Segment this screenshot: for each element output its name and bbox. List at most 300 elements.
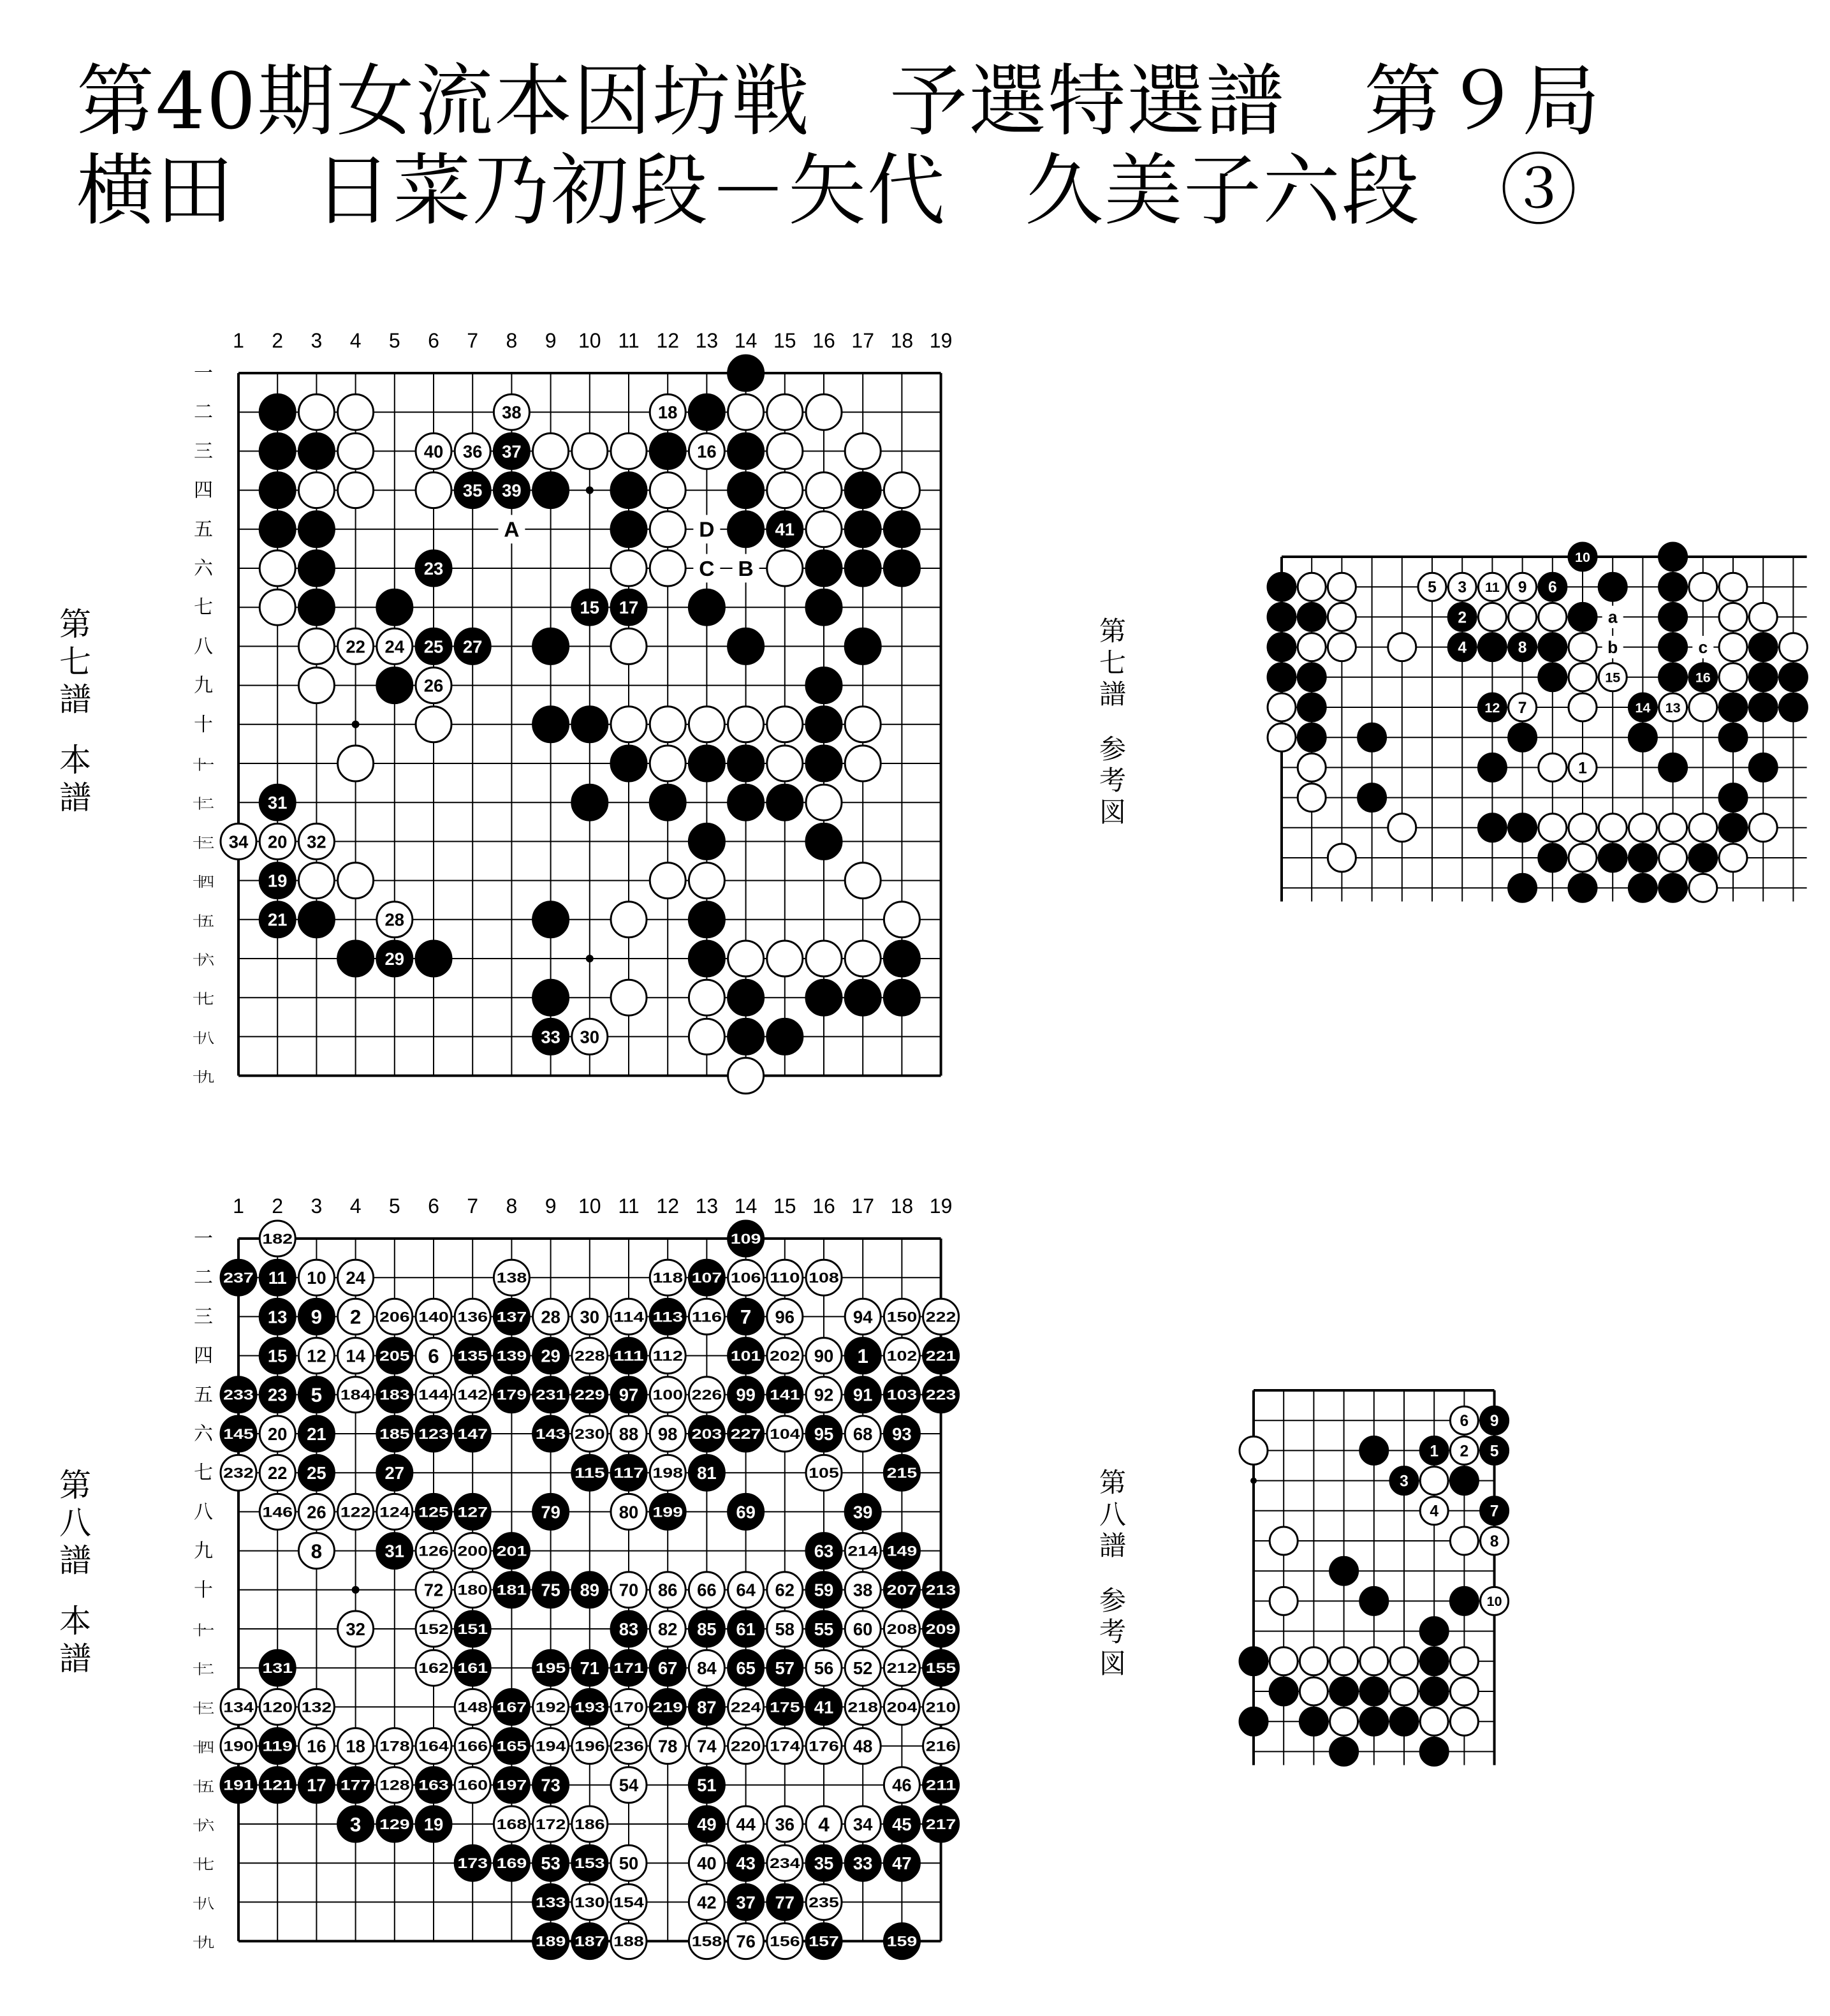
move-number: 16 xyxy=(307,1736,326,1756)
fig8-ref-label: 第 八 譜 参 考 図 xyxy=(1099,1467,1126,1679)
move-number: 167 xyxy=(496,1699,527,1716)
star-point xyxy=(586,487,594,494)
move-number: 168 xyxy=(496,1816,527,1832)
move-number: 236 xyxy=(613,1738,644,1755)
move-number: 24 xyxy=(384,636,405,657)
white-stone xyxy=(1328,844,1356,872)
move-number: 32 xyxy=(346,1619,365,1639)
white-stone xyxy=(298,394,334,430)
white-stone xyxy=(767,550,803,586)
move-number: 8 xyxy=(1490,1533,1499,1550)
move-number: 178 xyxy=(379,1738,410,1755)
white-stone xyxy=(650,707,685,742)
row-label: 十五 xyxy=(193,913,214,930)
move-number: 26 xyxy=(423,675,444,696)
col-number: 19 xyxy=(929,1195,953,1218)
move-number: 124 xyxy=(379,1504,411,1520)
move-number: 35 xyxy=(462,480,483,501)
move-number: 121 xyxy=(262,1777,293,1793)
black-stone xyxy=(1360,1707,1388,1735)
col-number: 5 xyxy=(388,329,400,352)
move-number: 48 xyxy=(853,1736,873,1756)
black-stone xyxy=(260,433,295,469)
move-number: 230 xyxy=(575,1425,605,1442)
move-number: 1 xyxy=(1430,1443,1439,1460)
move-number: 11 xyxy=(268,1268,287,1288)
move-number: 223 xyxy=(925,1387,956,1403)
black-stone xyxy=(845,628,881,664)
move-number: 12 xyxy=(307,1346,326,1366)
move-number: 234 xyxy=(770,1855,801,1872)
black-stone xyxy=(1749,693,1777,721)
black-stone xyxy=(1330,1737,1358,1765)
row-label: 四 xyxy=(194,479,213,502)
white-stone xyxy=(611,980,647,1015)
move-number: 5 xyxy=(1428,579,1437,597)
white-stone xyxy=(338,863,374,899)
white-stone xyxy=(1539,603,1567,631)
white-stone xyxy=(298,628,334,664)
move-number: 160 xyxy=(457,1777,488,1793)
black-stone xyxy=(1629,844,1657,872)
move-number: 22 xyxy=(346,636,365,657)
white-stone xyxy=(1450,1647,1478,1675)
move-number: 179 xyxy=(496,1387,527,1403)
col-number: 3 xyxy=(311,1195,323,1218)
white-stone xyxy=(1509,603,1537,631)
move-number: 31 xyxy=(267,793,288,813)
move-number: 158 xyxy=(691,1933,722,1950)
fig7-main-board xyxy=(193,329,952,1094)
white-stone xyxy=(260,550,295,586)
move-number: 13 xyxy=(267,1307,288,1327)
move-number: 233 xyxy=(223,1387,254,1403)
move-number: 154 xyxy=(613,1894,645,1911)
white-stone xyxy=(1450,1677,1478,1705)
move-number: 172 xyxy=(535,1816,566,1832)
white-stone xyxy=(728,394,764,430)
row-label: 十三 xyxy=(193,835,214,852)
move-number: 119 xyxy=(262,1738,293,1755)
row-label: 二 xyxy=(194,401,213,424)
col-number: 14 xyxy=(734,329,758,352)
move-number: 187 xyxy=(575,1933,605,1950)
white-stone xyxy=(1599,814,1627,842)
black-stone xyxy=(1268,633,1296,661)
row-label: 十九 xyxy=(193,1070,214,1086)
move-number: 91 xyxy=(853,1385,873,1405)
black-stone xyxy=(260,473,295,508)
white-stone xyxy=(1268,693,1296,721)
move-number: 7 xyxy=(1490,1503,1499,1520)
row-label: 十三 xyxy=(193,1701,214,1718)
white-stone xyxy=(1689,814,1717,842)
row-label: 十七 xyxy=(193,992,214,1008)
row-label: 八 xyxy=(194,1501,213,1524)
fig7-main-label: 第 七 譜 本 譜 xyxy=(59,606,91,816)
move-number: 5 xyxy=(311,1384,323,1407)
move-number: 52 xyxy=(853,1658,873,1679)
black-stone xyxy=(728,433,764,469)
move-number: 86 xyxy=(657,1580,678,1600)
move-number: 84 xyxy=(697,1658,717,1679)
white-stone xyxy=(1539,814,1567,842)
black-stone xyxy=(1629,723,1657,751)
col-number: 11 xyxy=(618,1195,640,1218)
move-number: 198 xyxy=(652,1465,683,1482)
black-stone xyxy=(1420,1647,1448,1675)
move-number: 211 xyxy=(925,1777,956,1793)
col-number: 8 xyxy=(506,1195,518,1218)
white-stone xyxy=(1659,844,1687,872)
move-number: 87 xyxy=(697,1697,717,1718)
black-stone xyxy=(1360,1436,1388,1464)
move-number: 226 xyxy=(691,1387,722,1403)
white-stone xyxy=(1328,603,1356,631)
move-number: 166 xyxy=(457,1738,488,1755)
white-stone xyxy=(767,746,803,781)
col-number: 18 xyxy=(890,329,914,352)
white-stone xyxy=(1749,603,1777,631)
move-number: 177 xyxy=(340,1777,371,1793)
move-number: 43 xyxy=(736,1853,756,1874)
move-number: 127 xyxy=(457,1504,488,1520)
black-stone xyxy=(689,823,724,859)
move-number: 180 xyxy=(457,1582,488,1598)
row-label: 十七 xyxy=(193,1857,214,1874)
black-stone xyxy=(845,473,881,508)
black-stone xyxy=(689,746,724,781)
white-stone xyxy=(1299,1677,1328,1705)
move-number: 132 xyxy=(301,1699,332,1716)
move-number: 7 xyxy=(1518,699,1527,717)
move-number: 111 xyxy=(613,1348,644,1364)
move-number: 80 xyxy=(619,1502,639,1522)
move-number: 90 xyxy=(814,1346,834,1366)
black-stone xyxy=(1509,814,1537,842)
black-stone xyxy=(689,589,724,625)
move-number: 19 xyxy=(267,871,288,891)
black-stone xyxy=(1539,844,1567,872)
move-number: 82 xyxy=(657,1619,678,1639)
move-number: 117 xyxy=(613,1465,644,1482)
move-number: 212 xyxy=(886,1660,918,1677)
row-label: 七 xyxy=(194,596,213,619)
white-stone xyxy=(1390,1647,1418,1675)
black-stone xyxy=(884,550,919,586)
white-stone xyxy=(1569,633,1597,661)
white-stone xyxy=(1268,723,1296,751)
black-stone xyxy=(767,784,803,820)
move-number: 125 xyxy=(418,1504,449,1520)
move-number: 98 xyxy=(657,1424,678,1444)
black-stone xyxy=(533,980,569,1015)
move-number: 222 xyxy=(925,1309,956,1325)
move-number: 28 xyxy=(384,909,405,930)
move-number: 71 xyxy=(580,1658,600,1679)
white-stone xyxy=(650,746,685,781)
black-stone xyxy=(1360,1587,1388,1615)
black-stone xyxy=(1539,633,1567,661)
move-number: 14 xyxy=(346,1346,365,1366)
move-number: 205 xyxy=(379,1348,410,1364)
move-number: 131 xyxy=(262,1660,293,1677)
white-stone xyxy=(1298,753,1326,781)
white-stone xyxy=(884,902,919,938)
move-number: 83 xyxy=(619,1619,639,1639)
move-number: 217 xyxy=(925,1816,956,1832)
move-number: 10 xyxy=(307,1268,326,1288)
move-number: 28 xyxy=(541,1307,560,1327)
black-stone xyxy=(884,511,919,547)
move-number: 140 xyxy=(418,1309,449,1325)
move-number: 6 xyxy=(428,1344,439,1367)
move-number: 77 xyxy=(775,1892,795,1913)
move-number: 18 xyxy=(657,402,678,423)
col-number: 6 xyxy=(428,329,439,352)
white-stone xyxy=(533,433,569,469)
move-number: 112 xyxy=(652,1348,683,1364)
row-label: 五 xyxy=(194,1383,213,1406)
move-number: 169 xyxy=(496,1855,527,1872)
move-number: 5 xyxy=(1490,1443,1499,1460)
col-number: 12 xyxy=(656,1195,679,1218)
row-label: 一 xyxy=(194,362,213,385)
star-point xyxy=(352,1586,360,1594)
move-number: 59 xyxy=(814,1580,834,1600)
white-stone xyxy=(728,707,764,742)
row-label: 十八 xyxy=(193,1896,214,1913)
white-stone xyxy=(338,433,374,469)
black-stone xyxy=(689,394,724,430)
col-number: 9 xyxy=(545,1195,557,1218)
move-number: 209 xyxy=(925,1621,956,1637)
move-number: 11 xyxy=(1485,578,1500,595)
move-number: 64 xyxy=(736,1580,756,1600)
move-number: 229 xyxy=(575,1387,605,1403)
white-stone xyxy=(1270,1527,1298,1555)
move-number: 9 xyxy=(1518,579,1527,597)
black-stone xyxy=(1749,633,1777,661)
black-stone xyxy=(728,511,764,547)
move-number: 36 xyxy=(775,1814,795,1834)
black-stone xyxy=(1268,663,1296,691)
fig8-ref-board xyxy=(1240,1390,1509,1765)
move-number: 49 xyxy=(697,1814,717,1834)
move-number: 213 xyxy=(925,1582,956,1598)
move-number: 123 xyxy=(418,1425,449,1442)
move-number: 55 xyxy=(814,1619,834,1639)
black-stone xyxy=(1659,663,1687,691)
move-number: 206 xyxy=(379,1309,410,1325)
col-number: 10 xyxy=(578,329,601,352)
move-number: 181 xyxy=(496,1582,527,1598)
move-number: 20 xyxy=(267,1424,288,1444)
white-stone xyxy=(338,473,374,508)
move-number: 60 xyxy=(853,1619,873,1639)
black-stone xyxy=(1509,723,1537,751)
move-number: 137 xyxy=(496,1309,527,1325)
move-number: 50 xyxy=(619,1853,639,1874)
black-stone xyxy=(728,355,764,391)
black-stone xyxy=(1240,1707,1268,1735)
black-stone xyxy=(1450,1587,1478,1615)
white-stone xyxy=(689,707,724,742)
white-stone xyxy=(806,511,842,547)
col-number: 17 xyxy=(851,329,874,352)
white-stone xyxy=(1450,1527,1478,1555)
white-stone xyxy=(298,668,334,703)
white-stone xyxy=(650,550,685,586)
black-stone xyxy=(338,941,374,976)
move-number: 27 xyxy=(384,1463,405,1483)
white-stone xyxy=(1420,1707,1448,1735)
black-stone xyxy=(260,394,295,430)
star-point xyxy=(586,955,594,962)
move-number: 85 xyxy=(697,1619,717,1639)
white-stone xyxy=(338,746,374,781)
move-number: 195 xyxy=(535,1660,566,1677)
move-number: 215 xyxy=(886,1465,918,1482)
move-number: 235 xyxy=(809,1894,839,1911)
white-stone xyxy=(1569,693,1597,721)
white-stone xyxy=(1450,1707,1478,1735)
move-number: 45 xyxy=(892,1814,912,1834)
move-number: 144 xyxy=(418,1387,450,1403)
move-number: 148 xyxy=(457,1699,488,1716)
col-number: 1 xyxy=(233,329,244,352)
black-stone xyxy=(1569,874,1597,902)
letter-mark: A xyxy=(504,518,520,542)
move-number: 196 xyxy=(575,1738,605,1755)
move-number: 2 xyxy=(349,1306,362,1328)
black-stone xyxy=(728,980,764,1015)
black-stone xyxy=(806,668,842,703)
move-number: 159 xyxy=(886,1933,918,1950)
move-number: 14 xyxy=(1635,699,1651,716)
row-label: 十 xyxy=(194,713,213,736)
move-number: 38 xyxy=(853,1580,873,1600)
black-stone xyxy=(298,902,334,938)
black-stone xyxy=(1478,753,1506,781)
move-number: 30 xyxy=(580,1307,600,1327)
move-number: 101 xyxy=(730,1348,761,1364)
col-number: 13 xyxy=(695,329,719,352)
row-label: 八 xyxy=(194,635,213,658)
move-number: 214 xyxy=(847,1543,879,1559)
move-number: 113 xyxy=(652,1309,683,1325)
black-stone xyxy=(845,550,881,586)
move-number: 224 xyxy=(730,1699,762,1716)
black-stone xyxy=(1629,874,1657,902)
move-number: 176 xyxy=(809,1738,839,1755)
move-number: 46 xyxy=(892,1775,912,1795)
move-number: 193 xyxy=(575,1699,605,1716)
black-stone xyxy=(1509,874,1537,902)
black-stone xyxy=(806,746,842,781)
black-stone xyxy=(728,746,764,781)
move-number: 220 xyxy=(730,1738,761,1755)
black-stone xyxy=(1659,543,1687,571)
row-label: 十五 xyxy=(193,1779,214,1795)
row-label: 十四 xyxy=(193,874,214,891)
white-stone xyxy=(689,863,724,899)
white-stone xyxy=(1719,603,1747,631)
white-stone xyxy=(1298,573,1326,601)
black-stone xyxy=(1719,784,1747,812)
move-number: 1 xyxy=(857,1344,868,1367)
move-number: 35 xyxy=(814,1853,834,1874)
black-stone xyxy=(845,511,881,547)
letter-mark: c xyxy=(1698,637,1708,657)
black-stone xyxy=(1360,1677,1388,1705)
move-number: 122 xyxy=(340,1504,371,1520)
move-number: 207 xyxy=(886,1582,918,1598)
white-stone xyxy=(1569,663,1597,691)
white-stone xyxy=(689,1019,724,1054)
black-stone xyxy=(611,473,647,508)
letter-mark: D xyxy=(699,518,715,542)
white-stone xyxy=(1689,693,1717,721)
move-number: 173 xyxy=(457,1855,488,1872)
move-number: 62 xyxy=(775,1580,795,1600)
letter-mark: B xyxy=(738,557,754,581)
move-number: 94 xyxy=(853,1307,873,1327)
move-number: 199 xyxy=(652,1504,683,1520)
white-stone xyxy=(1298,633,1326,661)
white-stone xyxy=(416,473,451,508)
move-number: 6 xyxy=(1548,579,1557,597)
col-number: 2 xyxy=(272,1195,284,1218)
move-number: 65 xyxy=(736,1658,756,1679)
move-number: 72 xyxy=(423,1580,444,1600)
white-stone xyxy=(1388,633,1416,661)
move-number: 170 xyxy=(613,1699,644,1716)
white-stone xyxy=(884,473,919,508)
move-number: 134 xyxy=(223,1699,254,1716)
move-number: 165 xyxy=(496,1738,527,1755)
black-stone xyxy=(611,746,647,781)
black-stone xyxy=(1659,874,1687,902)
white-stone xyxy=(689,980,724,1015)
white-stone xyxy=(1629,814,1657,842)
move-number: 147 xyxy=(457,1425,488,1442)
black-stone xyxy=(728,784,764,820)
white-stone xyxy=(416,707,451,742)
white-stone xyxy=(1299,1647,1328,1675)
black-stone xyxy=(1478,814,1506,842)
white-stone xyxy=(767,473,803,508)
col-number: 16 xyxy=(812,1195,835,1218)
move-number: 102 xyxy=(886,1348,918,1364)
move-number: 27 xyxy=(462,636,483,657)
col-number: 7 xyxy=(467,1195,479,1218)
col-number: 7 xyxy=(467,329,479,352)
move-number: 38 xyxy=(502,402,522,423)
title-line-1: 第40期女流本因坊戦 予選特選譜 第９局 xyxy=(77,56,1602,147)
row-label: 七 xyxy=(194,1462,213,1485)
black-stone xyxy=(1749,663,1777,691)
move-number: 227 xyxy=(730,1425,761,1442)
col-number: 19 xyxy=(929,329,953,352)
move-number: 164 xyxy=(418,1738,450,1755)
move-number: 138 xyxy=(496,1270,527,1286)
white-stone xyxy=(1749,814,1777,842)
black-stone xyxy=(1298,663,1326,691)
black-stone xyxy=(1420,1737,1448,1765)
black-stone xyxy=(1330,1677,1358,1705)
move-number: 30 xyxy=(580,1027,600,1047)
